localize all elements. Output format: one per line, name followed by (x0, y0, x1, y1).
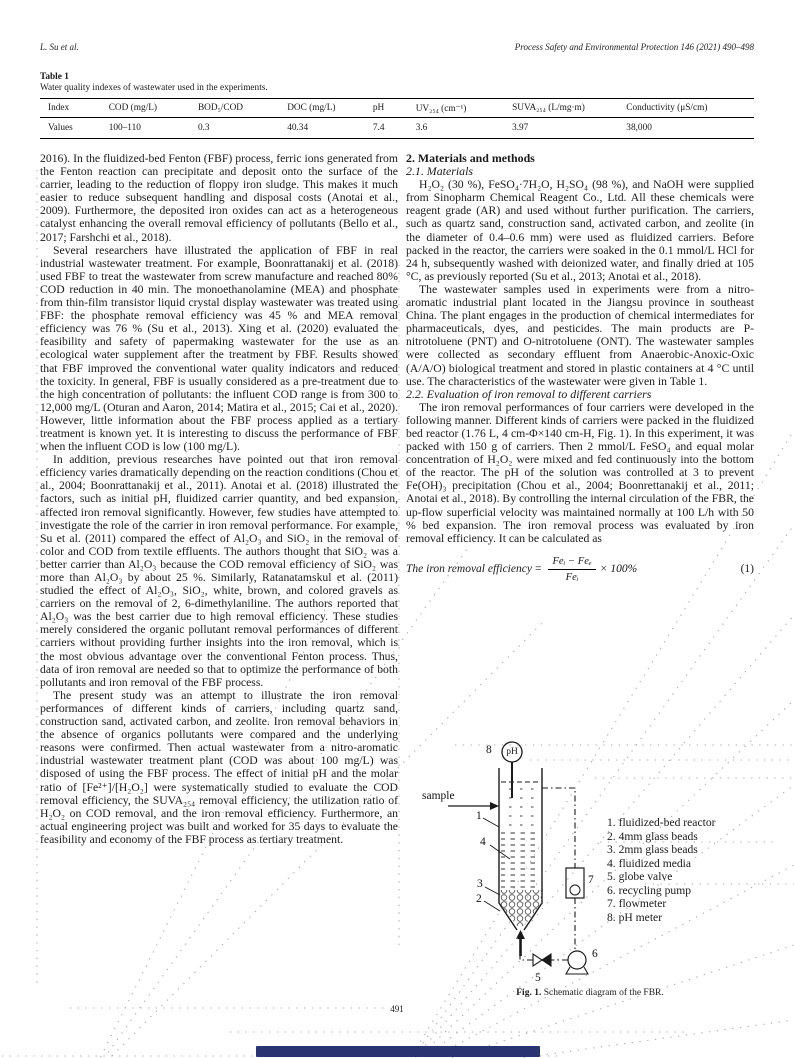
leader-3 (485, 887, 500, 895)
inlet-arrowhead (516, 930, 525, 939)
table-header-cell: UV₂₅₄ (cm⁻¹) (415, 104, 467, 114)
table-1 (40, 72, 754, 139)
table-header-cell: pH (372, 103, 385, 113)
figure-legend (607, 816, 715, 924)
equation-1 (406, 555, 754, 584)
footer-bar (256, 1046, 540, 1057)
fluidized-media-region (501, 828, 540, 888)
leader-2 (484, 901, 500, 911)
page-number: 491 (390, 1004, 404, 1014)
equation-number: (1) (740, 562, 754, 575)
figure-1 (420, 740, 794, 1045)
table-header-row (40, 99, 754, 118)
paragraph: In addition, previous researches have pointed out that iron removal efficiency varies dramatically depending on the reaction conditions (Chou et al., 2004; Boonrattanakij et al., 2011). Anotai et al. (2018) illustrated the factors, such as initial pH, fluidized carrier quantity, and bed expansion, affected iron removal significantly. However, few studies have attempted to investigate the role of the carrier in iron removal performance. For example, Su et al. (2011) compared the effect of Al₂O₃ and SiO₂ in the removal of color and COD from textile effluents. The authors thought that SiO₂ was a better carrier than Al₂O₃ because the COD removal efficiency of SiO₂ was more than Al₂O₃ by about 25 %. Similarly, Ratanatamskul et al. (2011) studied the effect of Al₂O₃, SiO₂, white, brown, and colored gravels as carriers on the removal of 2, 6-dimethylaniline. The authors reported that Al₂O₃ was the best carrier due to high removal efficiency. These studies merely considered the organic pollutant removal performances of different carriers without providing further insights into the iron removal, which is the most obvious advantage over the conventional Fenton process. Thus, data of iron removal are needed so that to optimize the performance of both pollutants and iron removal of the FBF process. (40, 453, 398, 689)
subsection-heading-evaluation: 2.2. Evaluation of iron removal to different carriers (406, 386, 652, 401)
running-head-journal: Process Safety and Environmental Protection 146 (2021) 490–498 (514, 42, 754, 52)
legend-item: 4. fluidized media (607, 856, 692, 870)
paragraph: The wastewater samples used in experiments were from a nitro-aromatic industrial plant located in the Jiangsu province in southeast China. The plant engages in the production of chemical intermediates for pharmaceuticals, dyes, and pesticides. The main products are P-nitrotoluene (PNT) and O-nitrotoluene (ONT). The wastewater samples were collected as secondary effluent from Anaerobic-Anoxic-Oxic (A/A/O) biological treatment and stored in plastic containers at 4 °C until use. The characteristics of the wastewater were given in Table 1. (406, 282, 754, 388)
callout-6: 6 (592, 948, 598, 960)
table-cell: 38,000 (626, 123, 652, 133)
flowmeter-icon (566, 868, 584, 898)
table-grid (40, 98, 754, 139)
equals-sign: = (534, 562, 542, 575)
callout-1: 1 (476, 810, 482, 822)
table-header-cell: Conductivity (μS/cm) (626, 103, 708, 113)
table-cell: 100–110 (108, 123, 141, 133)
right-column (406, 152, 754, 744)
fraction-numerator: Feᵢ − Feₑ (548, 555, 595, 570)
ph-meter-label: pH (506, 747, 518, 757)
table-cell: 40.34 (287, 123, 309, 133)
callout-7: 7 (588, 874, 594, 886)
running-head (40, 42, 754, 52)
fraction-denominator: Feᵢ (565, 571, 579, 583)
legend-item: 6. recycling pump (607, 883, 692, 897)
running-head-authors: L. Su et al. (40, 42, 79, 52)
table-row (40, 118, 754, 138)
table-caption: Water quality indexes of wastewater used in the experiments. (40, 83, 268, 93)
legend-item: 7. flowmeter (607, 897, 667, 910)
paragraph: The present study was an attempt to illustrate the iron removal performances of different kinds of carriers, including quartz sand, construction sand, activated carbon, and zeolite. Iron removal behaviors in the absence of organics pollutants were compared and the underlying reasons were confirmed. Then actual wastewater from a nitro-aromatic industrial wastewater treatment plant (COD was about 100 mg/L) was disposed of using the FBF process. The effect of initial pH and the molar ratio of [Fe²⁺]/[H₂O₂] were systematically studied to evaluate the COD removal efficiency, the SUVA₂₅₄ removal efficiency, the utilization ratio of H₂O₂ on COD removal, and the iron removal efficiency. Furthermore, an actual engineering project was built and worked for 35 days to evaluate the feasibility and economy of the FBF process as tertiary treatment. (40, 688, 398, 846)
sample-arrowhead (490, 802, 499, 810)
table-cell: 7.4 (372, 123, 385, 133)
table-cell: Values (48, 123, 73, 133)
table-header-cell: Index (48, 103, 70, 113)
leader-1 (483, 818, 499, 827)
table-header-cell: SUVA₂₅₄ (L/mg·m) (512, 103, 585, 113)
paragraph: 2016). In the fluidized-bed Fenton (FBF) process, ferric ions generated from the Fenton reaction can precipitate and deposit onto the surface of the carrier, leading to the reduction of floppy iron sludge. This makes it much easier to reduce subsequent handling and disposal costs (Anotai et al., 2009). Furthermore, the deposited iron oxides can act as a heterogeneous catalyst enhancing the overall removal efficiency of pollutants (Bello et al., 2017; Farshchi et al., 2018). (40, 152, 398, 244)
table-header-cell: BOD₅/COD (197, 103, 244, 113)
equation-lhs: The iron removal efficiency (406, 562, 532, 575)
callout-5: 5 (535, 972, 541, 984)
callout-2: 2 (476, 893, 482, 905)
table-label: Table 1 (40, 72, 69, 82)
legend-item: 8. pH meter (607, 910, 663, 924)
left-column (40, 152, 398, 1002)
table-cell: 3.97 (512, 123, 529, 133)
callout-8: 8 (486, 744, 492, 756)
section-heading-materials-and-methods: 2. Materials and methods (406, 152, 535, 165)
legend-item: 1. fluidized-bed reactor (607, 816, 716, 829)
table-cell: 3.6 (415, 123, 428, 133)
legend-item: 3. 2mm glass beads (607, 843, 698, 856)
recycling-pump-icon (568, 951, 586, 969)
legend-item: 2. 4mm glass beads (607, 829, 698, 843)
figure-caption-label: Fig. 1. (516, 988, 542, 998)
table-cell: 0.3 (197, 123, 210, 133)
glass-beads-region (499, 890, 542, 926)
column-liquid-dots (501, 787, 540, 826)
paragraph: H₂O₂ (30 %), FeSO₄·7H₂O, H₂SO₄ (98 %), and NaOH were supplied from Sinopharm Chemical Reagent Co., Ltd. All these chemicals were reagent grade (AR) and used without further purification. The carriers, such as quartz sand, construction sand, activated carbon, and zeolite (in the diameter of 0.4–0.6 mm) were used as fluidized carriers. Before packed in the reactor, the carriers were soaked in the 0.1 mmol/L HCl for 24 h, subsequently washed with deionized water, and finally dried at 105 °C, as previously reported (Su et al., 2013; Anotai et al., 2018). (406, 178, 754, 283)
equation-tail: × 100% (599, 562, 638, 575)
callout-4: 4 (480, 836, 486, 848)
figure-caption (420, 988, 760, 998)
equation-fraction (548, 555, 595, 584)
subsection-heading-materials: 2.1. Materials (406, 164, 474, 179)
paragraph: Several researchers have illustrated the application of FBF in real industrial wastewater treatment. For example, Boonrattanakij et al. (2018) used FBF to treat the wastewater from screw manufacture and reached 80% COD reduction in 40 min. The monoethanolamine (MEA) and phosphate from thin-film transistor liquid crystal display wastewater was treated using FBF: the phosphate removal efficiency was 45 % and MEA removal efficiency was 76 % (Su et al., 2013). Xing et al. (2020) evaluated the feasibility and safety of papermaking wastewater for the use as an ecological water supplement after the treatment by FBF. Results showed that FBF improved the conventional water quality indicators and reduced the toxicity. In general, FBF is usually considered as a pre-treatment due to the high concentration of pollutants: the influent COD range is from 300 to 12,000 mg/L (Oturan and Aaron, 2014; Matira et al., 2015; Cai et al., 2020). However, little information about the FBF process applied as a tertiary treatment is known yet. It is interesting to discuss the performance of FBF when the influent COD is low (100 mg/L). (40, 243, 398, 454)
table-header-cell: DOC (mg/L) (287, 103, 336, 113)
sample-label: sample (422, 790, 455, 802)
legend-item: 5. globe valve (607, 870, 673, 883)
figure-caption-text: Schematic diagram of the FBR. (543, 988, 664, 998)
paragraph: The iron removal performances of four carriers were developed in the following manner. Different kinds of carriers were packed in the fluidized bed reactor (1.76 L, 4 cm-Φ×140 cm-H, Fig. 1). In this experiment, it was packed with 150 g of carriers. Then 2 mmol/L FeSO₄ and equal molar concentration of H₂O₂ were mixed and fed continuously into the bottom of the reactor. The pH of the solution was controlled at 3 to prevent Fe(OH)₃ precipitation (Chou et al., 2004; Boonrettanakij et al., 2011; Anotai et al., 2018). By controlling the internal circulation of the FBR, the up-flow superficial velocity was maintained normally at 100 L/h with 50 % bed expansion. The iron removal process was evaluated by iron removal efficiency. It can be calculated as (406, 400, 754, 545)
table-header-cell: COD (mg/L) (108, 103, 157, 113)
globe-valve-icon (533, 954, 542, 966)
callout-3: 3 (477, 878, 483, 890)
